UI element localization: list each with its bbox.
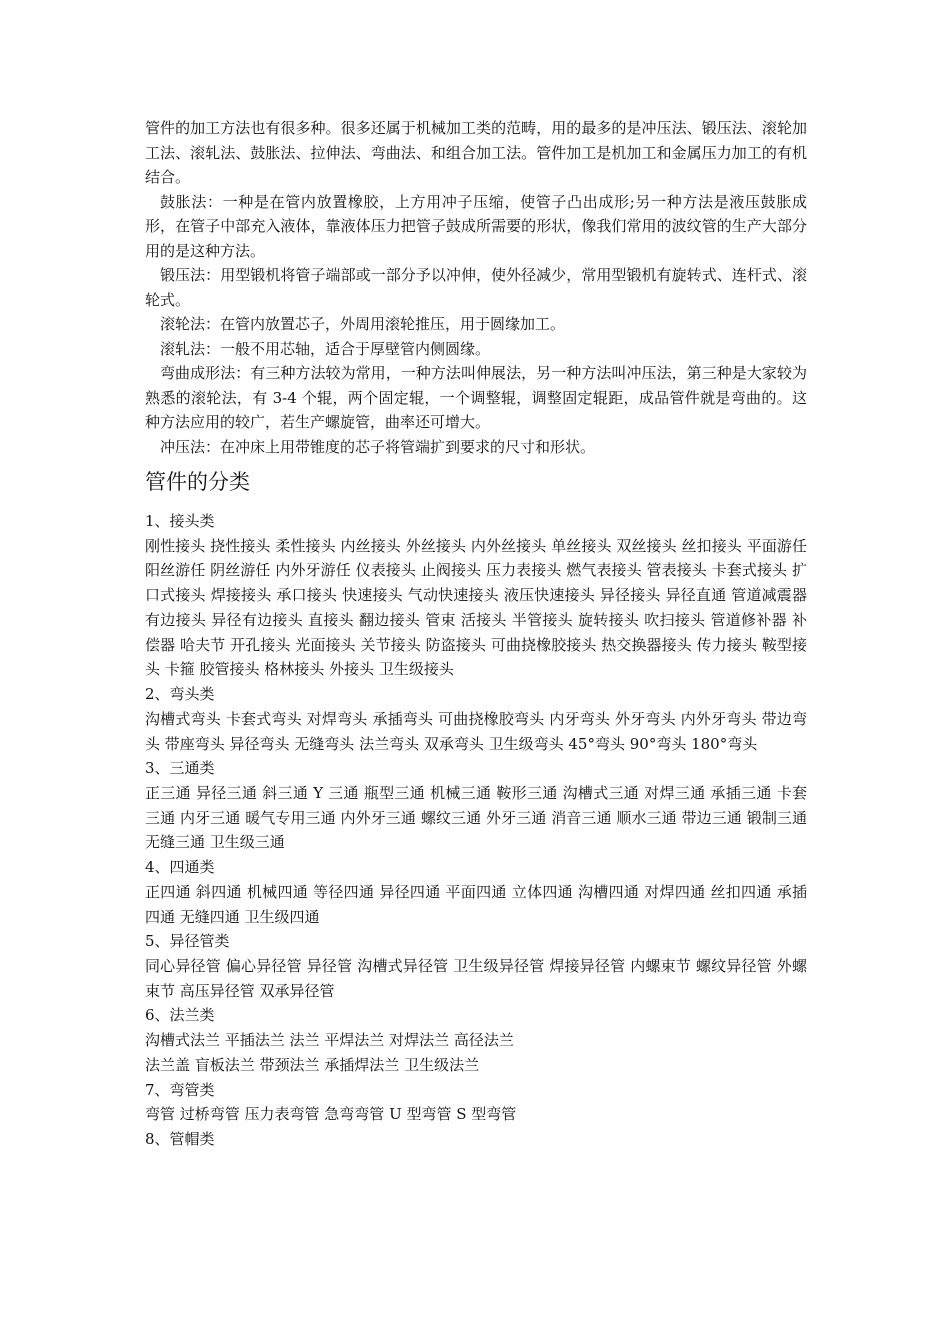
category-items: 弯管 过桥弯管 压力表弯管 急弯弯管 U 型弯管 S 型弯管 — [145, 1105, 517, 1124]
intro-section — [145, 116, 807, 459]
category-reducers — [145, 929, 807, 1003]
intro-paragraph-forging: 锻压法：用型锻机将管子端部或一部分予以冲伸，使外径减少，常用型锻机有旋转式、连杆式、滚轮式。 — [145, 266, 807, 309]
section-heading: 管件的分类 — [145, 470, 250, 494]
category-joints — [145, 509, 807, 682]
category-list — [145, 509, 807, 1151]
category-title: 7、弯管类 — [145, 1080, 215, 1099]
category-items: 正四通 斜四通 机械四通 等径四通 异径四通 平面四通 立体四通 沟槽四通 对焊四通 丝扣四通 承插四通 无缝四通 卫生级四通 — [145, 882, 807, 926]
category-title: 1、接头类 — [145, 512, 215, 530]
category-elbows — [145, 682, 807, 756]
category-tees — [145, 756, 807, 855]
intro-paragraph: 管件的加工方法也有很多种。很多还属于机械加工类的范畴，用的最多的是冲压法、锻压法、滚轮加工法、滚轧法、鼓胀法、拉伸法、弯曲法、和组合加工法。管件加工是机加工和金属压力加工的有机结合。 — [145, 119, 807, 186]
intro-paragraph-stamping: 冲压法：在冲床上用带锥度的芯子将管端扩到要求的尺寸和形状。 — [160, 437, 596, 456]
intro-paragraph-rolling: 滚轧法：一般不用芯轴，适合于厚壁管内侧圆缘。 — [160, 339, 491, 358]
category-items: 同心异径管 偏心异径管 异径管 沟槽式异径管 卫生级异径管 焊接异径管 内螺束节 螺纹异径管 外螺束节 高压异径管 双承异径管 — [145, 956, 807, 1000]
category-title: 4、四通类 — [145, 858, 215, 877]
category-caps — [145, 1127, 807, 1152]
category-items-line: 法兰盖 盲板法兰 带颈法兰 承插焊法兰 卫生级法兰 — [145, 1055, 480, 1074]
category-items: 沟槽式弯头 卡套式弯头 对焊弯头 承插弯头 可曲挠橡胶弯头 内牙弯头 外牙弯头 内外牙弯头 带边弯头 带座弯头 异径弯头 无缝弯头 法兰弯头 双承弯头 卫生级弯头 45°弯头 90°弯头 180°弯头 — [145, 709, 807, 753]
category-bent-pipes — [145, 1078, 807, 1127]
category-title: 6、法兰类 — [145, 1006, 215, 1025]
document-page — [145, 116, 807, 1151]
category-items: 正三通 异径三通 斜三通 Y 三通 瓶型三通 机械三通 鞍形三通 沟槽式三通 对焊三通 承插三通 卡套三通 内牙三通 暖气专用三通 内外牙三通 螺纹三通 外牙三通 消音三通 顺水三通 带边三通 锻制三通 无缝三通 卫生级三通 — [145, 783, 807, 852]
category-title: 3、三通类 — [145, 759, 215, 778]
category-flanges — [145, 1003, 807, 1077]
category-crosses — [145, 855, 807, 929]
category-title: 5、异径管类 — [145, 932, 230, 951]
intro-paragraph-roller: 滚轮法：在管内放置芯子，外周用滚轮推压，用于圆缘加工。 — [160, 315, 566, 333]
category-items-line: 沟槽式法兰 平插法兰 法兰 平焊法兰 对焊法兰 高径法兰 — [145, 1030, 514, 1049]
intro-paragraph-bending: 弯曲成形法：有三种方法较为常用，一种方法叫伸展法，另一种方法叫冲压法，第三种是大家较为熟悉的滚轮法，有 3-4 个辊，两个固定辊，一个调整辊，调整固定辊距，成品管件就是弯曲的。这种方法应用的较广，若生产螺旋管，曲率还可增大。 — [145, 364, 807, 431]
intro-paragraph-bulge: 鼓胀法：一种是在管内放置橡胶，上方用冲子压缩，使管子凸出成形;另一种方法是液压鼓胀成形，在管子中部充入液体，靠液体压力把管子鼓成所需要的形状，像我们常用的波纹管的生产大部分用的是这种方法。 — [145, 192, 807, 260]
category-title: 2、弯头类 — [145, 685, 215, 704]
category-items: 刚性接头 挠性接头 柔性接头 内丝接头 外丝接头 内外丝接头 单丝接头 双丝接头 丝扣接头 平面游任 阳丝游任 阴丝游任 内外牙游任 仪表接头 止阀接头 压力表接头 燃气表接头 管表接头 卡套式接头 扩口式接头 焊接接头 承口接头 快速接头 气动快速接头 液压快速接头 异径接头 异径直通 管道减震器 有边接头 异径有边接头 直接头 翻边接头 管束 活接头 半管接头 旋转接头 吹扫接头 管道修补器 补偿器 哈夫节 开孔接头 光面接头 关节接头 防盗接头 可曲挠橡胶接头 热交换器接头 传力接头 鞍型接头 卡箍 胶管接头 格林接头 外接头 卫生级接头 — [145, 536, 807, 679]
category-title: 8、管帽类 — [145, 1129, 215, 1148]
category-items — [145, 1028, 807, 1078]
